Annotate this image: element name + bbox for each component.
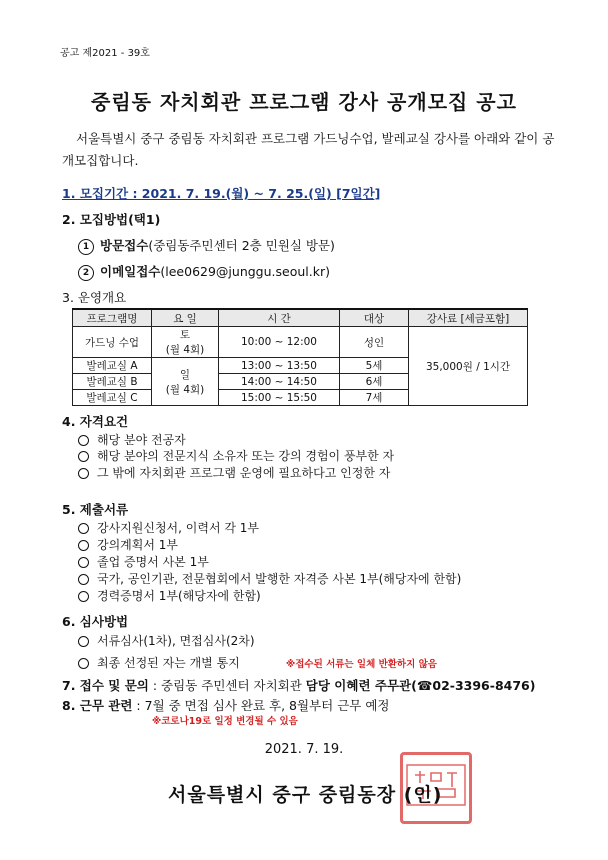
list-item: 강의계획서 1부	[78, 536, 178, 553]
method-item-1: 1 방문접수(중림동주민센터 2층 민원실 방문)	[78, 236, 335, 255]
table-cell: 발레교실 C	[73, 390, 152, 406]
table-cell: 성인	[340, 327, 409, 358]
circled-number-2-icon: 2	[78, 265, 94, 281]
table-header: 시 간	[219, 309, 340, 327]
list-item: 해당 분야 전공자	[78, 431, 186, 448]
bullet-circle-icon	[78, 435, 89, 446]
table-header: 강사료 [세금포함]	[409, 309, 528, 327]
table-cell-fee: 35,000원 / 1시간	[409, 327, 528, 406]
table-cell: 13:00 ~ 13:50	[219, 358, 340, 374]
document-number: 공고 제2021 - 39호	[60, 48, 150, 59]
list-item: 최종 선정된 자는 개별 통지	[78, 654, 240, 671]
list-item: 강사지원신청서, 이력서 각 1부	[78, 519, 259, 536]
bullet-circle-icon	[78, 523, 89, 534]
bullet-circle-icon	[78, 658, 89, 669]
table-cell: 일 (월 4회)	[152, 358, 219, 406]
table-header: 대상	[340, 309, 409, 327]
table-cell: 10:00 ~ 12:00	[219, 327, 340, 358]
bullet-circle-icon	[78, 468, 89, 479]
section-4-heading: 4. 자격요건	[62, 414, 129, 429]
table-header: 프로그램명	[73, 309, 152, 327]
table-header: 요 일	[152, 309, 219, 327]
table-cell: 6세	[340, 374, 409, 390]
table-cell: 14:00 ~ 14:50	[219, 374, 340, 390]
table-cell: 발레교실 A	[73, 358, 152, 374]
section-3-heading: 3. 운영개요	[62, 290, 127, 305]
list-item: 경력증명서 1부(해당자에 한함)	[78, 587, 261, 604]
intro-paragraph: 서울특별시 중구 중림동 자치회관 프로그램 가드닝수업, 발레교실 강사를 아래와 같이 공개모집합니다.	[62, 131, 555, 168]
table-cell: 15:00 ~ 15:50	[219, 390, 340, 406]
bullet-circle-icon	[78, 557, 89, 568]
section-5-heading: 5. 제출서류	[62, 502, 129, 517]
list-item: 서류심사(1차), 면접심사(2차)	[78, 632, 255, 649]
table-cell: 발레교실 B	[73, 374, 152, 390]
bullet-circle-icon	[78, 574, 89, 585]
list-item: 해당 분야의 전문지식 소유자 또는 강의 경험이 풍부한 자	[78, 447, 394, 464]
list-item: 그 밖에 자치회관 프로그램 운영에 필요하다고 인정한 자	[78, 464, 390, 481]
return-notice: ※접수된 서류는 일체 반환하지 않음	[286, 659, 437, 670]
section-7-contact: 7. 접수 및 문의 : 중림동 주민센터 자치회관 담당 이혜련 주무관(☎02-3396-8476)	[62, 678, 536, 693]
section-2-heading: 2. 모집방법(택1)	[62, 212, 161, 227]
table-cell: 5세	[340, 358, 409, 374]
table-cell: 7세	[340, 390, 409, 406]
bullet-circle-icon	[78, 451, 89, 462]
operation-table	[72, 308, 528, 406]
list-item: 국가, 공인기관, 전문협회에서 발행한 자격증 사본 1부(해당자에 한함)	[78, 570, 461, 587]
section-8-work: 8. 근무 관련 : 7월 중 면접 심사 완료 후, 8월부터 근무 예정	[62, 698, 390, 713]
section-6-heading: 6. 심사방법	[62, 614, 129, 629]
bullet-circle-icon	[78, 636, 89, 647]
method-item-2: 2 이메일접수(lee0629@junggu.seoul.kr)	[78, 262, 330, 281]
bullet-circle-icon	[78, 540, 89, 551]
circled-number-1-icon: 1	[78, 239, 94, 255]
list-item: 졸업 증명서 사본 1부	[78, 553, 209, 570]
table-cell: 토 (월 4회)	[152, 327, 219, 358]
table-cell: 가드닝 수업	[73, 327, 152, 358]
issuer-signature: 서울특별시 중구 중림동장 (인)	[168, 784, 443, 806]
section-1-recruitment-period: 1. 모집기간 : 2021. 7. 19.(월) ~ 7. 25.(일) [7일간]	[62, 186, 381, 201]
bullet-circle-icon	[78, 591, 89, 602]
covid-notice: ※코로나19로 일정 변경될 수 있음	[152, 716, 298, 727]
announcement-date: 2021. 7. 19.	[264, 742, 344, 757]
page-title: 중림동 자치회관 프로그램 강사 공개모집 공고	[91, 90, 517, 114]
